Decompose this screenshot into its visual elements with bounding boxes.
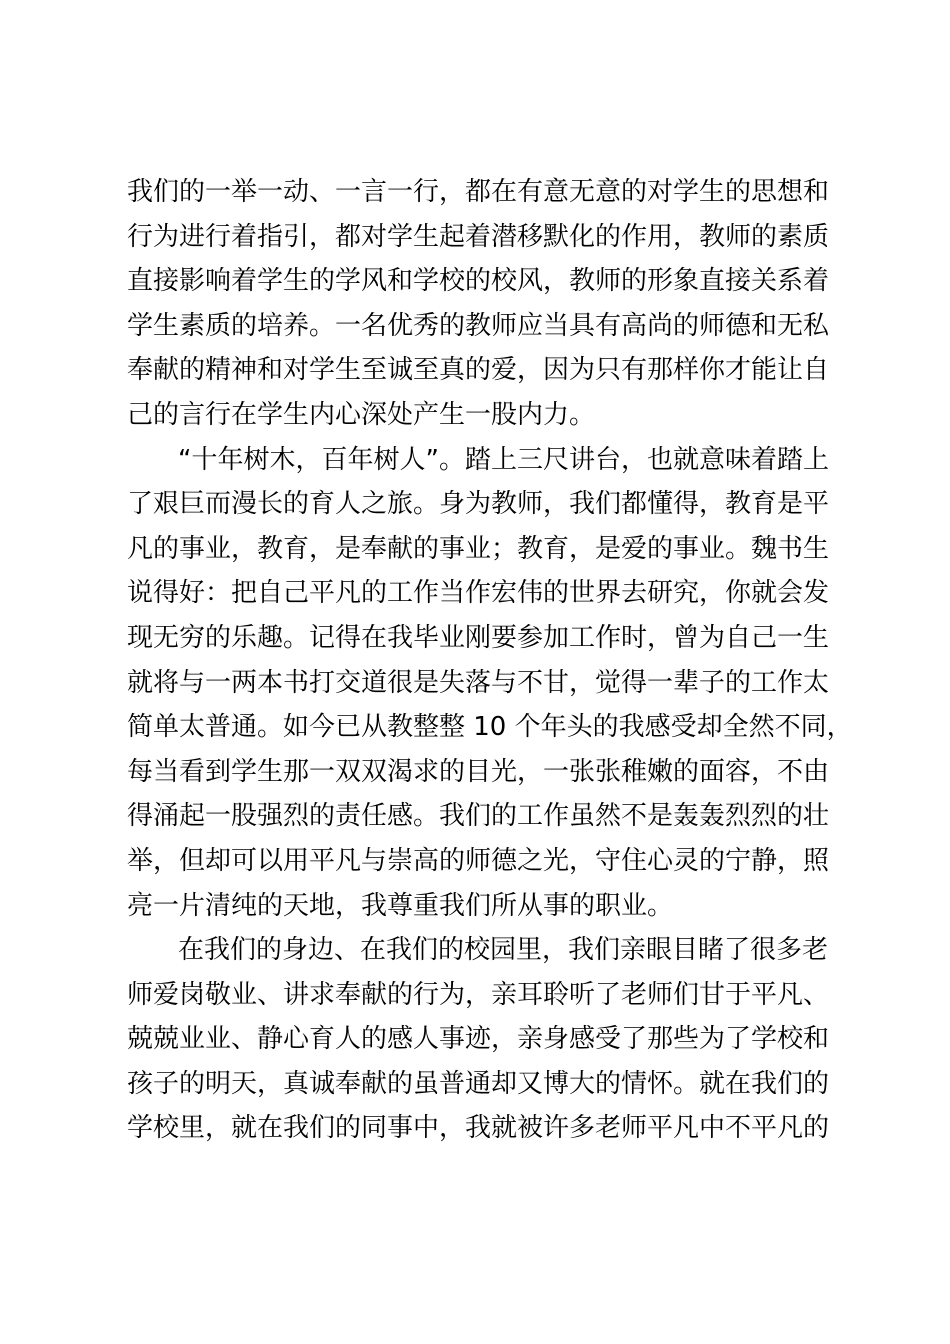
- text-line: 简单太普通。如今已从教整整 10 个年头的我感受却全然不同，: [127, 712, 853, 743]
- text-line: 学校里，就在我们的同事中，我就被许多老师平凡中不平凡的: [127, 1113, 830, 1144]
- text-line: 孩子的明天，真诚奉献的虽普通却又博大的情怀。就在我们的: [127, 1068, 830, 1099]
- text-line: 直接影响着学生的学风和学校的校风，教师的形象直接关系着: [127, 266, 830, 297]
- text-line: 己的言行在学生内心深处产生一股内力。: [127, 399, 596, 430]
- paragraph: [127, 438, 853, 929]
- body-text: [127, 170, 853, 1151]
- text-line: 现无穷的乐趣。记得在我毕业刚要参加工作时，曾为自己一生: [127, 622, 830, 653]
- text-line: 师爱岗敬业、讲求奉献的行为，亲耳聆听了老师们甘于平凡、: [127, 979, 830, 1010]
- text-line: 兢兢业业、静心育人的感人事迹，亲身感受了那些为了学校和: [127, 1024, 830, 1055]
- paragraph: [127, 928, 830, 1151]
- text-line: 在我们的身边、在我们的校园里，我们亲眼目睹了很多老: [178, 935, 829, 966]
- text-line: 举，但却可以用平凡与崇高的师德之光，守住心灵的宁静，照: [127, 845, 830, 876]
- text-line: 凡的事业，教育，是奉献的事业；教育，是爱的事业。魏书生: [127, 533, 830, 564]
- text-line: 行为进行着指引，都对学生起着潜移默化的作用，教师的素质: [127, 221, 830, 252]
- text-line: 学生素质的培养。一名优秀的教师应当具有高尚的师德和无私: [127, 310, 830, 341]
- text-line: “十年树木，百年树人”。踏上三尺讲台，也就意味着踏上: [178, 444, 829, 475]
- text-line: 每当看到学生那一双双渴求的目光，一张张稚嫩的面容，不由: [127, 756, 830, 787]
- text-line: 奉献的精神和对学生至诚至真的爱，因为只有那样你才能让自: [127, 355, 830, 386]
- text-line: 就将与一两本书打交道很是失落与不甘，觉得一辈子的工作太: [127, 667, 830, 698]
- paragraph: [127, 170, 830, 438]
- text-line: 了艰巨而漫长的育人之旅。身为教师，我们都懂得，教育是平: [127, 489, 830, 520]
- text-line: 得涌起一股强烈的责任感。我们的工作虽然不是轰轰烈烈的壮: [127, 801, 830, 832]
- text-line: 说得好：把自己平凡的工作当作宏伟的世界去研究，你就会发: [127, 578, 830, 609]
- text-line: 我们的一举一动、一言一行，都在有意无意的对学生的思想和: [127, 177, 830, 207]
- text-line: 亮一片清纯的天地，我尊重我们所从事的职业。: [127, 890, 674, 921]
